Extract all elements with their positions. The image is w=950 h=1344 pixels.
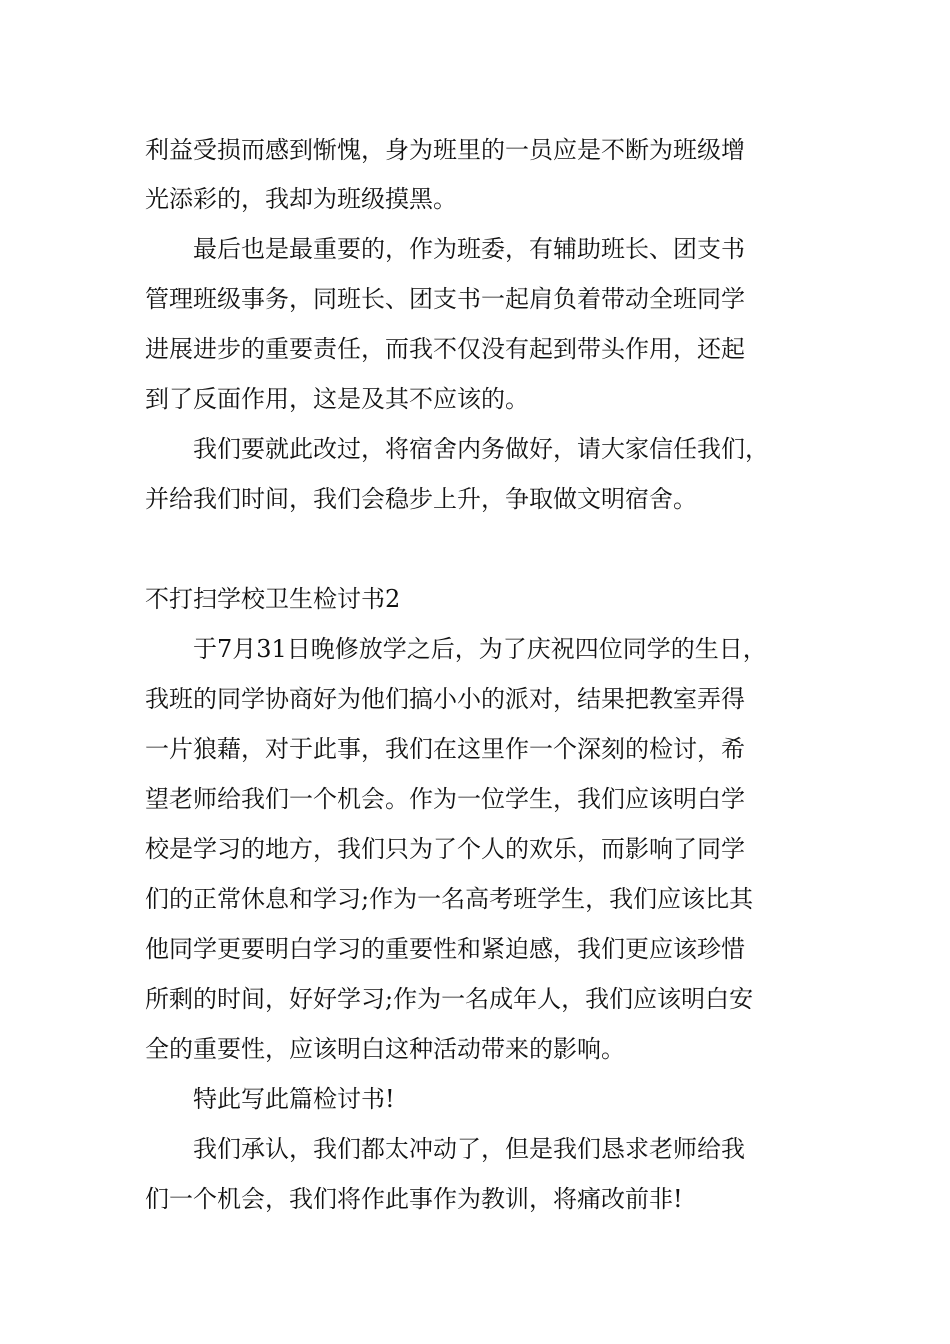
paragraph-line: 到了反面作用，这是及其不应该的。 (145, 385, 529, 413)
paragraph-line: 利益受损而感到惭愧，身为班里的一员应是不断为班级增 (145, 136, 745, 164)
paragraph-line: 们的正常休息和学习;作为一名高考班学生，我们应该比其 (145, 885, 754, 913)
paragraph-line: 望老师给我们一个机会。作为一位学生，我们应该明白学 (145, 785, 745, 813)
paragraph-line: 校是学习的地方，我们只为了个人的欢乐，而影响了同学 (145, 835, 745, 863)
paragraph-line: 进展进步的重要责任，而我不仅没有起到带头作用，还起 (145, 335, 745, 363)
paragraph-line: 我班的同学协商好为他们搞小小的派对，结果把教室弄得 (145, 685, 745, 713)
paragraph-line: 他同学更要明白学习的重要性和紧迫感，我们更应该珍惜 (145, 935, 745, 963)
paragraph-line: 全的重要性，应该明白这种活动带来的影响。 (145, 1035, 625, 1063)
paragraph-line: 特此写此篇检讨书! (193, 1085, 395, 1113)
paragraph-line: 我们承认，我们都太冲动了，但是我们恳求老师给我 (193, 1135, 745, 1163)
paragraph-line: 管理班级事务，同班长、团支书一起肩负着带动全班同学 (145, 285, 745, 313)
paragraph-line: 并给我们时间，我们会稳步上升，争取做文明宿舍。 (145, 485, 697, 513)
paragraph-line: 于7月31日晚修放学之后，为了庆祝四位同学的生日， (193, 635, 767, 663)
paragraph-line: 最后也是最重要的，作为班委，有辅助班长、团支书 (193, 235, 745, 263)
paragraph-line: 们一个机会，我们将作此事作为教训，将痛改前非! (145, 1185, 683, 1213)
paragraph-line: 光添彩的，我却为班级摸黑。 (145, 185, 457, 213)
paragraph-line: 我们要就此改过，将宿舍内务做好，请大家信任我们， (193, 435, 769, 463)
section-heading: 不打扫学校卫生检讨书2 (145, 585, 401, 613)
paragraph-line: 所剩的时间，好好学习;作为一名成年人，我们应该明白安 (145, 985, 754, 1013)
paragraph-line: 一片狼藉，对于此事，我们在这里作一个深刻的检讨，希 (145, 735, 745, 763)
